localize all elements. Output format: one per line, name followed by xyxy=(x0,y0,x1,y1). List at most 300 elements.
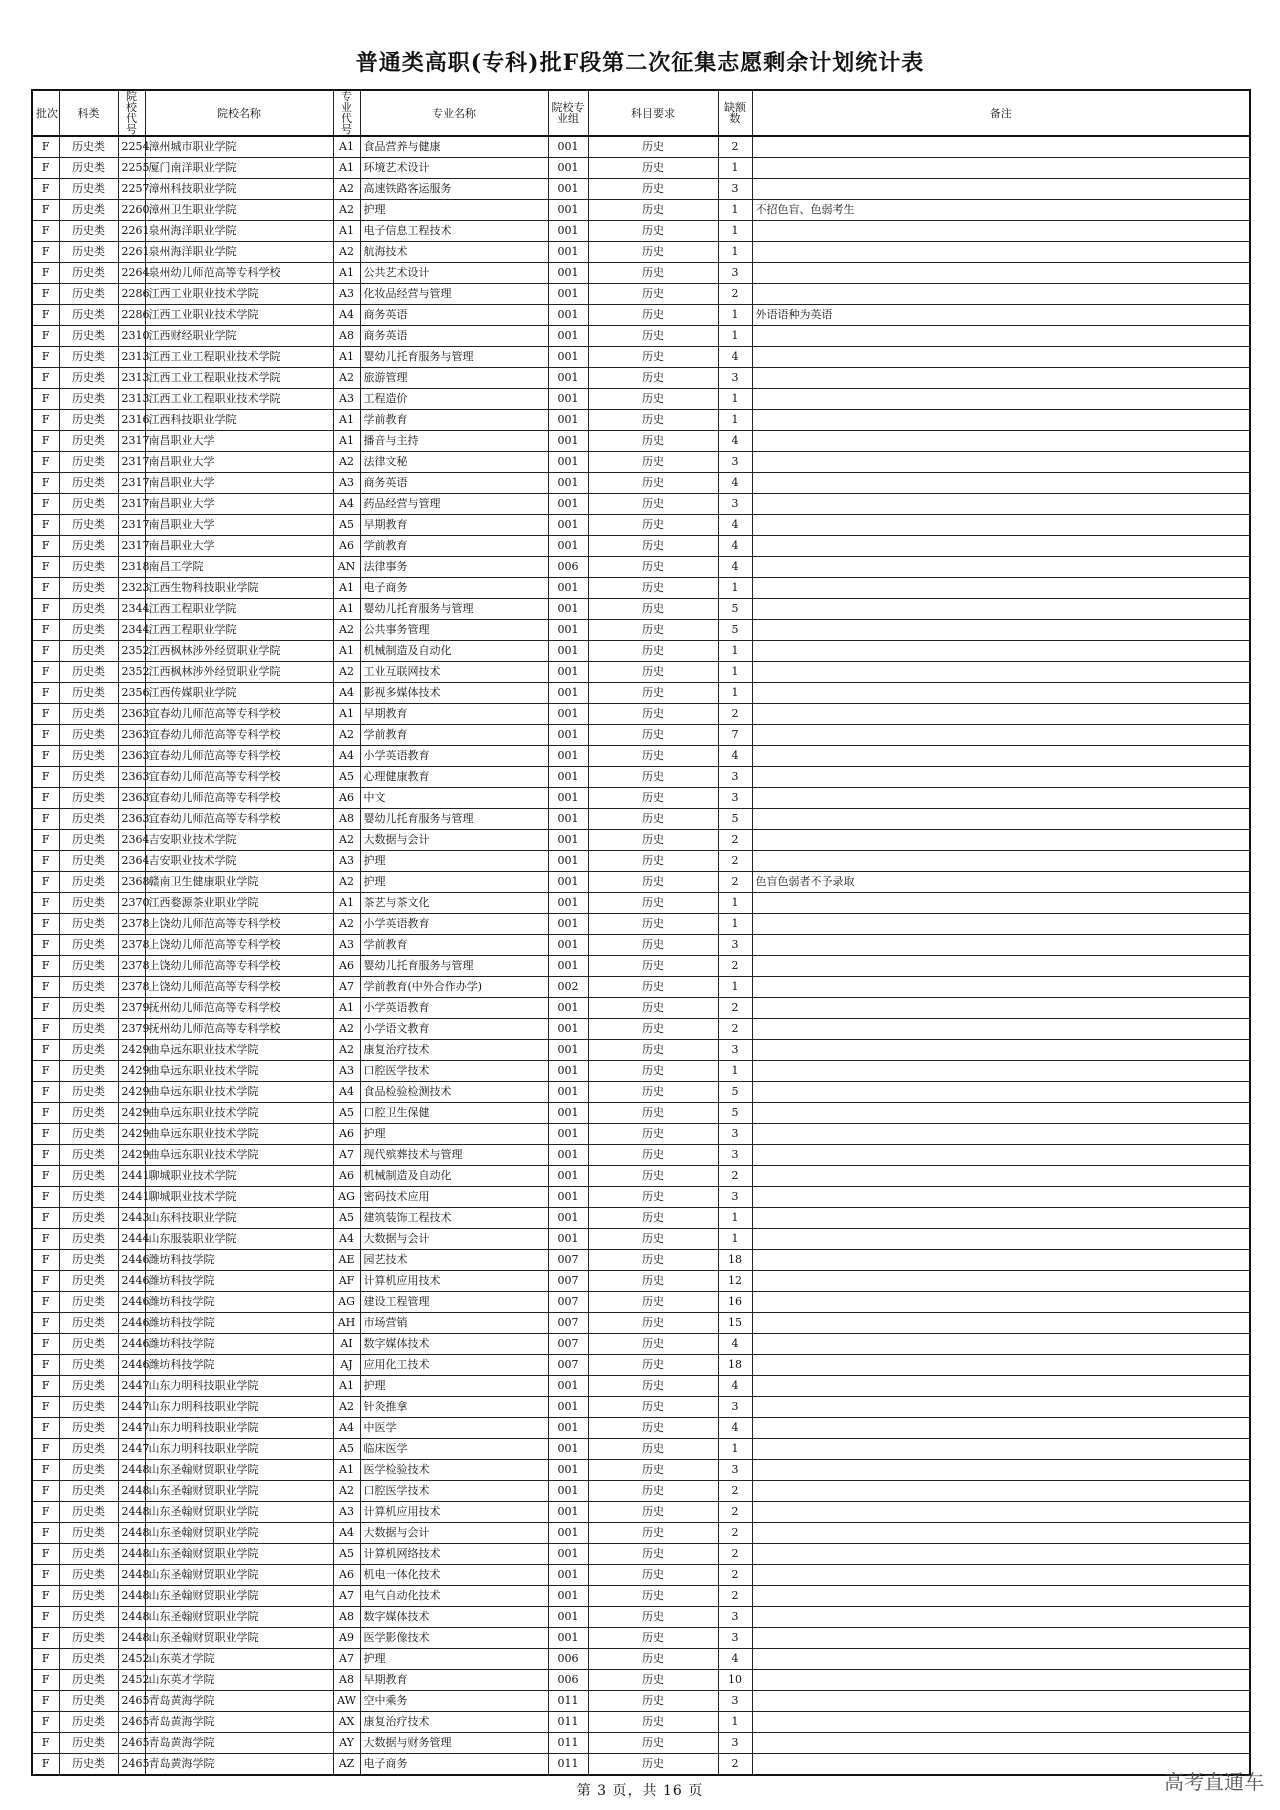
table-row xyxy=(32,1145,1250,1166)
cell-school-code: 2370 xyxy=(118,893,145,914)
cell-group: 011 xyxy=(548,1733,588,1754)
cell-remark xyxy=(752,1355,1250,1376)
cell-school-code: 2446 xyxy=(118,1334,145,1355)
cell-group: 001 xyxy=(548,1145,588,1166)
cell-major-name: 口腔卫生保健 xyxy=(360,1103,548,1124)
cell-major-name: 婴幼儿托育服务与管理 xyxy=(360,599,548,620)
cell-school-code: 2363 xyxy=(118,809,145,830)
cell-batch: F xyxy=(32,1481,59,1502)
cell-school-name: 江西传媒职业学院 xyxy=(145,683,333,704)
cell-group: 001 xyxy=(548,158,588,179)
cell-remark xyxy=(752,1103,1250,1124)
cell-vacancy: 2 xyxy=(718,136,752,158)
cell-remark xyxy=(752,1334,1250,1355)
cell-category: 历史类 xyxy=(59,1061,118,1082)
cell-subject: 历史 xyxy=(588,998,718,1019)
cell-school-name: 聊城职业技术学院 xyxy=(145,1187,333,1208)
cell-major-name: 工业互联网技术 xyxy=(360,662,548,683)
cell-school-name: 潍坊科技学院 xyxy=(145,1271,333,1292)
cell-batch: F xyxy=(32,1502,59,1523)
cell-batch: F xyxy=(32,1376,59,1397)
cell-remark xyxy=(752,767,1250,788)
cell-major-code: A2 xyxy=(333,1019,360,1040)
table-row xyxy=(32,746,1250,767)
cell-group: 001 xyxy=(548,389,588,410)
cell-major-name: 小学语文教育 xyxy=(360,1019,548,1040)
cell-major-code: AZ xyxy=(333,1754,360,1776)
cell-vacancy: 2 xyxy=(718,1523,752,1544)
cell-subject: 历史 xyxy=(588,956,718,977)
cell-group: 001 xyxy=(548,1502,588,1523)
cell-major-name: 播音与主持 xyxy=(360,431,548,452)
cell-batch: F xyxy=(32,725,59,746)
cell-school-code: 2448 xyxy=(118,1544,145,1565)
cell-major-code: A6 xyxy=(333,1166,360,1187)
table-row xyxy=(32,179,1250,200)
cell-batch: F xyxy=(32,1292,59,1313)
cell-vacancy: 3 xyxy=(718,1691,752,1712)
table-row xyxy=(32,221,1250,242)
cell-subject: 历史 xyxy=(588,935,718,956)
cell-school-code: 2260 xyxy=(118,200,145,221)
cell-category: 历史类 xyxy=(59,1754,118,1776)
cell-group: 001 xyxy=(548,1586,588,1607)
cell-school-code: 2317 xyxy=(118,494,145,515)
table-row xyxy=(32,578,1250,599)
cell-school-name: 漳州城市职业学院 xyxy=(145,136,333,158)
cell-subject: 历史 xyxy=(588,683,718,704)
cell-major-name: 大数据与财务管理 xyxy=(360,1733,548,1754)
cell-subject: 历史 xyxy=(588,410,718,431)
cell-school-name: 山东力明科技职业学院 xyxy=(145,1397,333,1418)
cell-subject: 历史 xyxy=(588,536,718,557)
cell-category: 历史类 xyxy=(59,998,118,1019)
cell-school-name: 江西枫林涉外经贸职业学院 xyxy=(145,641,333,662)
cell-batch: F xyxy=(32,1229,59,1250)
cell-school-name: 山东圣翰财贸职业学院 xyxy=(145,1481,333,1502)
cell-group: 001 xyxy=(548,893,588,914)
cell-major-name: 商务英语 xyxy=(360,305,548,326)
cell-category: 历史类 xyxy=(59,1397,118,1418)
cell-remark xyxy=(752,473,1250,494)
cell-subject: 历史 xyxy=(588,1334,718,1355)
cell-school-code: 2363 xyxy=(118,704,145,725)
cell-major-code: A2 xyxy=(333,1397,360,1418)
cell-remark: 色盲色弱者不予录取 xyxy=(752,872,1250,893)
cell-school-name: 漳州科技职业学院 xyxy=(145,179,333,200)
cell-subject: 历史 xyxy=(588,851,718,872)
cell-major-name: 商务英语 xyxy=(360,473,548,494)
cell-batch: F xyxy=(32,641,59,662)
cell-major-name: 药品经营与管理 xyxy=(360,494,548,515)
cell-group: 001 xyxy=(548,1460,588,1481)
cell-vacancy: 2 xyxy=(718,704,752,725)
cell-school-name: 江西生物科技职业学院 xyxy=(145,578,333,599)
cell-subject: 历史 xyxy=(588,641,718,662)
cell-vacancy: 5 xyxy=(718,809,752,830)
cell-school-code: 2447 xyxy=(118,1418,145,1439)
cell-subject: 历史 xyxy=(588,242,718,263)
cell-subject: 历史 xyxy=(588,389,718,410)
cell-school-code: 2429 xyxy=(118,1145,145,1166)
cell-group: 001 xyxy=(548,1376,588,1397)
table-row xyxy=(32,1187,1250,1208)
cell-major-code: A3 xyxy=(333,1061,360,1082)
cell-major-code: A6 xyxy=(333,956,360,977)
cell-major-name: 口腔医学技术 xyxy=(360,1061,548,1082)
cell-major-name: 计算机网络技术 xyxy=(360,1544,548,1565)
cell-group: 001 xyxy=(548,1439,588,1460)
cell-school-code: 2441 xyxy=(118,1166,145,1187)
cell-school-name: 潍坊科技学院 xyxy=(145,1313,333,1334)
cell-group: 001 xyxy=(548,1124,588,1145)
cell-major-name: 建设工程管理 xyxy=(360,1292,548,1313)
cell-vacancy: 2 xyxy=(718,1481,752,1502)
cell-school-name: 南昌职业大学 xyxy=(145,473,333,494)
cell-major-name: 大数据与会计 xyxy=(360,1229,548,1250)
cell-remark xyxy=(752,221,1250,242)
cell-school-name: 曲阜远东职业技术学院 xyxy=(145,1145,333,1166)
table-row xyxy=(32,1208,1250,1229)
cell-school-name: 江西工业职业技术学院 xyxy=(145,305,333,326)
cell-school-name: 江西工程职业学院 xyxy=(145,599,333,620)
table-row xyxy=(32,1670,1250,1691)
cell-school-code: 2443 xyxy=(118,1208,145,1229)
header-group: 院校专业组 xyxy=(548,90,588,136)
cell-school-name: 山东圣翰财贸职业学院 xyxy=(145,1460,333,1481)
cell-batch: F xyxy=(32,1334,59,1355)
cell-school-name: 山东圣翰财贸职业学院 xyxy=(145,1502,333,1523)
cell-major-name: 中医学 xyxy=(360,1418,548,1439)
cell-school-code: 2378 xyxy=(118,977,145,998)
cell-remark xyxy=(752,1187,1250,1208)
cell-major-name: 学前教育 xyxy=(360,536,548,557)
cell-batch: F xyxy=(32,1124,59,1145)
cell-school-name: 吉安职业技术学院 xyxy=(145,830,333,851)
cell-vacancy: 1 xyxy=(718,977,752,998)
cell-vacancy: 16 xyxy=(718,1292,752,1313)
cell-group: 001 xyxy=(548,1397,588,1418)
cell-remark xyxy=(752,1376,1250,1397)
cell-school-name: 山东圣翰财贸职业学院 xyxy=(145,1523,333,1544)
cell-group: 001 xyxy=(548,410,588,431)
cell-category: 历史类 xyxy=(59,914,118,935)
cell-subject: 历史 xyxy=(588,1271,718,1292)
cell-school-name: 青岛黄海学院 xyxy=(145,1712,333,1733)
cell-subject: 历史 xyxy=(588,977,718,998)
cell-major-name: 机械制造及自动化 xyxy=(360,641,548,662)
cell-major-name: 电子信息工程技术 xyxy=(360,221,548,242)
cell-batch: F xyxy=(32,809,59,830)
cell-major-name: 现代殡葬技术与管理 xyxy=(360,1145,548,1166)
header-subject: 科目要求 xyxy=(588,90,718,136)
table-row xyxy=(32,1355,1250,1376)
cell-school-code: 2465 xyxy=(118,1733,145,1754)
cell-remark xyxy=(752,662,1250,683)
cell-vacancy: 3 xyxy=(718,1040,752,1061)
cell-remark xyxy=(752,347,1250,368)
cell-major-code: A1 xyxy=(333,347,360,368)
cell-major-code: AG xyxy=(333,1292,360,1313)
cell-subject: 历史 xyxy=(588,746,718,767)
cell-category: 历史类 xyxy=(59,347,118,368)
cell-remark xyxy=(752,1439,1250,1460)
cell-batch: F xyxy=(32,179,59,200)
cell-major-name: 护理 xyxy=(360,1376,548,1397)
cell-batch: F xyxy=(32,683,59,704)
cell-major-code: A2 xyxy=(333,200,360,221)
cell-group: 001 xyxy=(548,872,588,893)
cell-category: 历史类 xyxy=(59,1607,118,1628)
cell-major-code: A4 xyxy=(333,1418,360,1439)
table-row xyxy=(32,1229,1250,1250)
table-row xyxy=(32,1565,1250,1586)
table-row xyxy=(32,368,1250,389)
cell-category: 历史类 xyxy=(59,179,118,200)
cell-remark xyxy=(752,1271,1250,1292)
cell-group: 002 xyxy=(548,977,588,998)
cell-vacancy: 7 xyxy=(718,725,752,746)
cell-remark xyxy=(752,494,1250,515)
cell-remark xyxy=(752,263,1250,284)
cell-vacancy: 3 xyxy=(718,368,752,389)
cell-vacancy: 2 xyxy=(718,872,752,893)
cell-group: 001 xyxy=(548,599,588,620)
cell-group: 011 xyxy=(548,1754,588,1776)
cell-school-name: 潍坊科技学院 xyxy=(145,1292,333,1313)
cell-school-name: 抚州幼儿师范高等专科学校 xyxy=(145,998,333,1019)
cell-remark xyxy=(752,1733,1250,1754)
cell-category: 历史类 xyxy=(59,1733,118,1754)
cell-school-code: 2378 xyxy=(118,935,145,956)
cell-subject: 历史 xyxy=(588,557,718,578)
table-row xyxy=(32,1481,1250,1502)
cell-batch: F xyxy=(32,1250,59,1271)
cell-remark xyxy=(752,284,1250,305)
cell-group: 001 xyxy=(548,851,588,872)
cell-category: 历史类 xyxy=(59,662,118,683)
cell-major-name: 护理 xyxy=(360,851,548,872)
table-row xyxy=(32,998,1250,1019)
cell-remark xyxy=(752,683,1250,704)
cell-school-code: 2444 xyxy=(118,1229,145,1250)
cell-group: 001 xyxy=(548,1628,588,1649)
cell-subject: 历史 xyxy=(588,1229,718,1250)
table-row xyxy=(32,830,1250,851)
table-row xyxy=(32,1061,1250,1082)
cell-group: 001 xyxy=(548,179,588,200)
table-row xyxy=(32,431,1250,452)
cell-vacancy: 1 xyxy=(718,1712,752,1733)
cell-group: 001 xyxy=(548,809,588,830)
cell-school-name: 厦门南洋职业学院 xyxy=(145,158,333,179)
header-school-code: 院校代号 xyxy=(118,90,145,136)
cell-category: 历史类 xyxy=(59,872,118,893)
cell-remark xyxy=(752,1523,1250,1544)
cell-subject: 历史 xyxy=(588,1019,718,1040)
cell-major-name: 护理 xyxy=(360,200,548,221)
cell-vacancy: 2 xyxy=(718,1544,752,1565)
cell-major-name: 口腔医学技术 xyxy=(360,1481,548,1502)
cell-group: 001 xyxy=(548,431,588,452)
cell-group: 001 xyxy=(548,998,588,1019)
table-row xyxy=(32,557,1250,578)
cell-major-name: 婴幼儿托育服务与管理 xyxy=(360,347,548,368)
cell-batch: F xyxy=(32,746,59,767)
cell-major-code: A7 xyxy=(333,1586,360,1607)
cell-batch: F xyxy=(32,830,59,851)
cell-school-name: 山东英才学院 xyxy=(145,1670,333,1691)
cell-school-name: 山东力明科技职业学院 xyxy=(145,1418,333,1439)
cell-vacancy: 1 xyxy=(718,410,752,431)
cell-batch: F xyxy=(32,872,59,893)
cell-category: 历史类 xyxy=(59,1124,118,1145)
table-row xyxy=(32,389,1250,410)
cell-group: 001 xyxy=(548,1607,588,1628)
table-row xyxy=(32,158,1250,179)
cell-subject: 历史 xyxy=(588,431,718,452)
table-row xyxy=(32,1019,1250,1040)
cell-major-code: A1 xyxy=(333,893,360,914)
cell-remark xyxy=(752,452,1250,473)
cell-vacancy: 3 xyxy=(718,788,752,809)
cell-remark xyxy=(752,158,1250,179)
cell-group: 007 xyxy=(548,1334,588,1355)
table-row xyxy=(32,1523,1250,1544)
cell-batch: F xyxy=(32,1691,59,1712)
cell-vacancy: 2 xyxy=(718,1586,752,1607)
cell-major-name: 中文 xyxy=(360,788,548,809)
cell-major-name: 数字媒体技术 xyxy=(360,1334,548,1355)
cell-school-code: 2448 xyxy=(118,1502,145,1523)
cell-subject: 历史 xyxy=(588,326,718,347)
cell-remark xyxy=(752,1607,1250,1628)
cell-school-name: 聊城职业技术学院 xyxy=(145,1166,333,1187)
cell-remark xyxy=(752,1082,1250,1103)
header-major-name: 专业名称 xyxy=(360,90,548,136)
cell-major-name: 小学英语教育 xyxy=(360,746,548,767)
cell-school-name: 泉州海洋职业学院 xyxy=(145,242,333,263)
cell-major-code: A6 xyxy=(333,536,360,557)
cell-group: 007 xyxy=(548,1271,588,1292)
cell-vacancy: 3 xyxy=(718,1124,752,1145)
cell-subject: 历史 xyxy=(588,1082,718,1103)
table-row xyxy=(32,1040,1250,1061)
cell-subject: 历史 xyxy=(588,1145,718,1166)
cell-group: 001 xyxy=(548,725,588,746)
cell-school-code: 2447 xyxy=(118,1439,145,1460)
cell-batch: F xyxy=(32,1460,59,1481)
cell-subject: 历史 xyxy=(588,914,718,935)
cell-vacancy: 10 xyxy=(718,1670,752,1691)
cell-major-code: A5 xyxy=(333,1544,360,1565)
table-row xyxy=(32,662,1250,683)
cell-major-code: AI xyxy=(333,1334,360,1355)
cell-major-name: 早期教育 xyxy=(360,515,548,536)
cell-group: 001 xyxy=(548,914,588,935)
cell-subject: 历史 xyxy=(588,200,718,221)
cell-school-code: 2452 xyxy=(118,1670,145,1691)
cell-group: 001 xyxy=(548,347,588,368)
cell-vacancy: 1 xyxy=(718,893,752,914)
cell-school-code: 2257 xyxy=(118,179,145,200)
cell-major-code: A2 xyxy=(333,830,360,851)
cell-school-code: 2447 xyxy=(118,1397,145,1418)
cell-school-code: 2313 xyxy=(118,389,145,410)
cell-major-name: 公共艺术设计 xyxy=(360,263,548,284)
table-row xyxy=(32,704,1250,725)
cell-category: 历史类 xyxy=(59,1628,118,1649)
cell-school-code: 2264 xyxy=(118,263,145,284)
cell-subject: 历史 xyxy=(588,1187,718,1208)
cell-category: 历史类 xyxy=(59,893,118,914)
cell-remark xyxy=(752,1397,1250,1418)
header-vacancy: 缺额数 xyxy=(718,90,752,136)
cell-major-name: 旅游管理 xyxy=(360,368,548,389)
cell-major-code: A1 xyxy=(333,1460,360,1481)
cell-category: 历史类 xyxy=(59,431,118,452)
cell-subject: 历史 xyxy=(588,1565,718,1586)
cell-subject: 历史 xyxy=(588,893,718,914)
cell-remark xyxy=(752,536,1250,557)
cell-school-code: 2446 xyxy=(118,1250,145,1271)
cell-vacancy: 4 xyxy=(718,1418,752,1439)
table-row xyxy=(32,263,1250,284)
cell-category: 历史类 xyxy=(59,788,118,809)
cell-batch: F xyxy=(32,1544,59,1565)
table-row xyxy=(32,725,1250,746)
cell-group: 001 xyxy=(548,284,588,305)
cell-category: 历史类 xyxy=(59,1355,118,1376)
header-major-code: 专业代号 xyxy=(333,90,360,136)
cell-school-code: 2317 xyxy=(118,431,145,452)
cell-subject: 历史 xyxy=(588,662,718,683)
table-row xyxy=(32,1166,1250,1187)
cell-remark xyxy=(752,977,1250,998)
cell-school-name: 潍坊科技学院 xyxy=(145,1250,333,1271)
cell-school-name: 曲阜远东职业技术学院 xyxy=(145,1103,333,1124)
table-row xyxy=(32,893,1250,914)
cell-major-name: 影视多媒体技术 xyxy=(360,683,548,704)
page-footer: 第 3 页，共 16 页 xyxy=(576,1783,704,1799)
cell-remark xyxy=(752,851,1250,872)
cell-category: 历史类 xyxy=(59,557,118,578)
cell-category: 历史类 xyxy=(59,620,118,641)
cell-remark xyxy=(752,935,1250,956)
cell-category: 历史类 xyxy=(59,830,118,851)
cell-remark xyxy=(752,1565,1250,1586)
cell-school-code: 2448 xyxy=(118,1481,145,1502)
cell-major-name: 法律事务 xyxy=(360,557,548,578)
table-row xyxy=(32,1313,1250,1334)
cell-subject: 历史 xyxy=(588,452,718,473)
cell-major-code: A1 xyxy=(333,221,360,242)
cell-major-code: A1 xyxy=(333,263,360,284)
cell-category: 历史类 xyxy=(59,683,118,704)
cell-remark xyxy=(752,599,1250,620)
cell-batch: F xyxy=(32,431,59,452)
cell-vacancy: 4 xyxy=(718,1649,752,1670)
cell-vacancy: 3 xyxy=(718,179,752,200)
cell-vacancy: 4 xyxy=(718,431,752,452)
cell-major-name: 小学英语教育 xyxy=(360,914,548,935)
table-row xyxy=(32,1292,1250,1313)
cell-vacancy: 1 xyxy=(718,662,752,683)
cell-school-name: 宜春幼儿师范高等专科学校 xyxy=(145,746,333,767)
table-row xyxy=(32,347,1250,368)
cell-batch: F xyxy=(32,347,59,368)
cell-group: 001 xyxy=(548,1082,588,1103)
